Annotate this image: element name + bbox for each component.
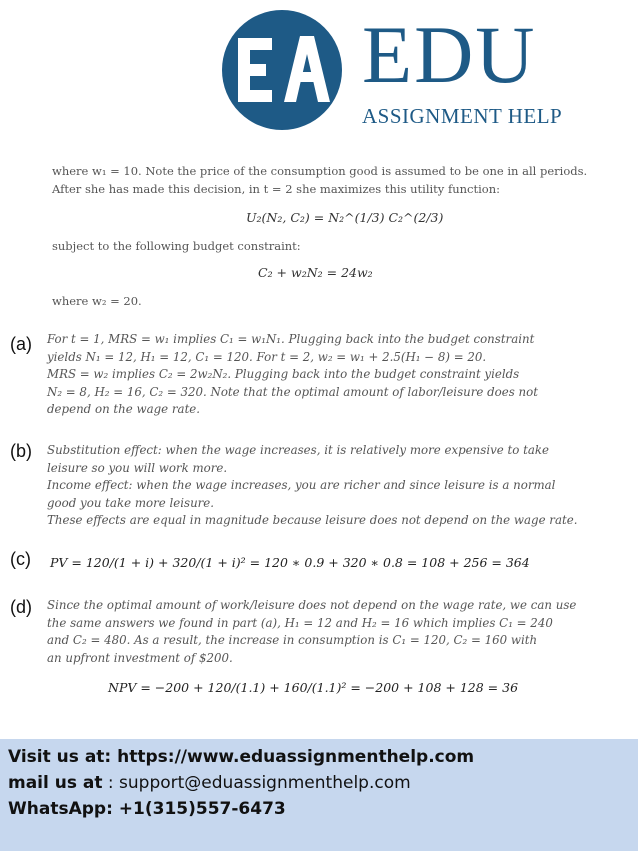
part-a-line: yields N₁ = 12, H₁ = 12, C₁ = 120. For t = 2, w₂ = w₁ + 2.5(H₁ − 8) = 20. — [47, 349, 487, 364]
whatsapp-line — [8, 799, 286, 819]
part-a-text — [47, 331, 599, 419]
utility-equation: U₂(N₂, C₂) = N₂^(1/3) C₂^(2/3) — [246, 210, 444, 225]
part-a-line: For t = 1, MRS = w₁ implies C₁ = w₁N₁. Plugging back into the budget constraint — [47, 332, 535, 346]
mail-label: mail us at — [8, 773, 103, 793]
part-a-line: depend on the wage rate. — [47, 402, 201, 416]
whatsapp-number[interactable]: +1(315)557-6473 — [118, 799, 286, 819]
part-b-line: leisure so you will work more. — [47, 460, 228, 475]
part-d-equation: NPV = −200 + 120/(1.1) + 160/(1.1)² = −200 + 108 + 128 = 36 — [108, 680, 519, 695]
part-a-line: N₂ = 8, H₂ = 16, C₂ = 320. Note that the optimal amount of labor/leisure does not — [47, 384, 538, 399]
intro-line-1: where w₁ = 10. Note the price of the consumption good is assumed to be one in all periods. — [52, 164, 588, 178]
part-d-line: and C₂ = 480. As a result, the increase in consumption is C₁ = 120, C₂ = 160 with — [47, 633, 538, 647]
brand-name: EDU — [362, 9, 537, 100]
part-d-line: Since the optimal amount of work/leisure does not depend on the wage rate, we can use — [47, 598, 577, 612]
visit-label: Visit us at: — [8, 747, 118, 767]
whatsapp-label: WhatsApp: — [8, 799, 119, 819]
part-b-text — [47, 442, 599, 530]
part-d-text — [47, 597, 599, 667]
part-a-label: (a) — [10, 334, 32, 354]
contact-footer — [0, 739, 638, 851]
part-b-line: These effects are equal in magnitude because leisure does not depend on the wage rate. — [47, 513, 578, 527]
brand-tagline: ASSIGNMENT HELP — [362, 104, 563, 128]
budget-equation: C₂ + w₂N₂ = 24w₂ — [258, 265, 373, 280]
part-a-line: MRS = w₂ implies C₂ = 2w₂N₂. Plugging back into the budget constraint yields — [47, 367, 520, 381]
part-d-line: an upfront investment of $200. — [47, 650, 233, 665]
part-d-line: the same answers we found in part (a), H₁ = 12 and H₂ = 16 which implies C₁ = 240 — [47, 615, 553, 630]
w2-line: where w₂ = 20. — [52, 294, 142, 308]
part-b-label: (b) — [10, 441, 32, 461]
mail-line — [8, 773, 411, 793]
visit-line — [8, 747, 474, 767]
part-c-equation: PV = 120/(1 + i) + 320/(1 + i)² = 120 ∗ 0.9 + 320 ∗ 0.8 = 108 + 256 = 364 — [50, 555, 530, 570]
website-link[interactable]: https://www.eduassignmenthelp.com — [117, 747, 475, 767]
part-d-label: (d) — [10, 597, 32, 617]
part-b-line: Income effect: when the wage increases, you are richer and since leisure is a normal — [47, 478, 556, 492]
budget-intro: subject to the following budget constraint: — [52, 239, 301, 253]
part-b-line: Substitution effect: when the wage increases, it is relatively more expensive to take — [47, 443, 549, 457]
email-link[interactable]: : support@eduassignmenthelp.com — [102, 773, 411, 793]
part-c-label: (c) — [10, 549, 31, 569]
part-b-line: good you take more leisure. — [47, 495, 215, 510]
intro-line-2: After she has made this decision, in t = 2 she maximizes this utility function: — [52, 182, 500, 196]
